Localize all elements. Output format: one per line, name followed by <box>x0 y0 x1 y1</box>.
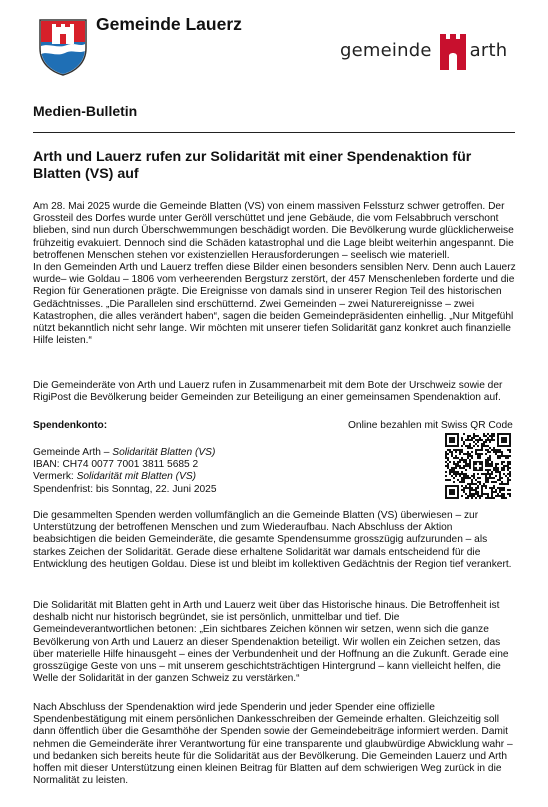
donation-details <box>33 447 217 496</box>
header-divider <box>33 132 515 133</box>
donation-account-label: Spendenkonto: <box>33 420 108 431</box>
donation-deadline: Spendenfrist: bis Sonntag, 22. Juni 2025 <box>33 483 217 495</box>
donation-iban: IBAN: CH74 0077 7001 3811 5685 2 <box>33 459 199 471</box>
donation-note-line: Vermerk: Solidarität mit Blatten (VS) <box>33 471 197 483</box>
arth-logo-word-left: gemeinde <box>340 39 432 61</box>
paragraph-6: Nach Abschluss der Spendenaktion wird jede Spenderin und jeder Spender eine offizielle Spendenbestätigung mit einem persönlichen Dankesschreiben der Gemeinde erhalten. Gleichzeitig soll dann öffentlich über die Gesamthöhe der Spenden sowie der Gemeindebeiträge informiert werden. Damit nehmen die Gemeinderäte ihrer Verantwortung für eine transparente und glaubwürdige Abwicklung wahr – und bedanken sich bereits heute für die Solidarität aus der Bevölkerung. Die Gemeinden Lauerz und Arth hoffen mit dieser Unterstützung einen kleinen Beitrag für Blatten auf dem schwierigen Weg zurück in die Normalität zu leisten. <box>33 702 513 787</box>
paragraph-2: In den Gemeinden Arth und Lauerz treffen diese Bilder einen besonders sensiblen Nerv. Denn auch Lauerz wurde– wie Goldau – 1806 vom verheerenden Bergsturz zerstört, der 457 Menschenleben forderte und die Region für Generationen prägte. Die Ereignisse von damals sind in unserer Region Teil des historischen Gedächtnisses. „Die Parallelen sind erschütternd. Zwei Gemeinden – zwei Naturereignisse – zwei Katastrophen, die alles verändert haben“, sagen die beiden Gemeindepräsidenten einhellig. „Nur Mitgefühl nützt bekanntlich nicht sehr lange. Wir möchten mit unserer tiefen Solidarität ganz konkret auch finanzielle Hilfe leisten.“ <box>33 262 516 347</box>
arth-tower-icon <box>438 30 468 70</box>
arth-logo-word-right: arth <box>469 39 508 61</box>
paragraph-1: Am 28. Mai 2025 wurde die Gemeinde Blatten (VS) von einem massiven Felssturz schwer getroffen. Der Grossteil des Dorfes wurde unter Geröll verschüttet und jene Gebäude, die vom Felsabbruch verschont blieben, sind nun durch Überschwemmungen beschädigt worden. Die Bevölkerung wurde glücklicherweise frühzeitig evakuiert. Dennoch sind die Schäden katastrophal und die Lage bleibt weiterhin angespannt. Die betroffenen Menschen stehen vor existenziellen Herausforderungen – seelisch wie materiell. <box>33 201 514 261</box>
qr-online-label: Online bezahlen mit Swiss QR Code <box>348 420 513 431</box>
donation-account-line: Gemeinde Arth – Solidarität Blatten (VS) <box>33 447 216 458</box>
arth-logo <box>340 30 507 70</box>
lauerz-crest-icon <box>38 18 88 76</box>
paragraph-5: Die Solidarität mit Blatten geht in Arth und Lauerz weit über das Historische hinaus. Die Betroffenheit ist deshalb nicht nur historisch begründet, sie ist persönlich, unmittelbar und tief. Die Gemeindeverantwortlichen betonen: „Ein sichtbares Zeichen können wir setzen, wenn sich die ganze Bevölkerung von Arth und Lauerz an dieser Spendenaktion beteiligt. Wir wollen ein Zeichen setzen, das über materielle Hilfe hinausgeht – eines der Verbundenheit und der Hoffnung an die Zukunft. Gerade eine grosszügige Geste von uns – mit unserem geschichtsträchtigen Hintergrund – kann vielleicht helfen, die Welle der Solidarität in der ganzen Schweiz zu verstärken.“ <box>33 600 509 685</box>
paragraph-4: Die gesammelten Spenden werden vollumfänglich an die Gemeinde Blatten (VS) überwiesen – zur Unterstützung der betroffenen Menschen und zum Wiederaufbau. Nach Abschluss der Aktion beabsichtigen die beiden Gemeinderäte, die gesamte Spendensumme grosszügig aufzurunden – als starkes Zeichen der Solidarität. Gerade diese erhaltene Solidarität war damals entscheidend für die Entwicklung des heutigen Goldau. Diese ist und bleibt im kollektiven Gedächtnis der Region tief verankert. <box>33 510 512 570</box>
swiss-qr-code-icon[interactable] <box>445 433 511 499</box>
press-headline: Arth und Lauerz rufen zur Solidarität mit einer Spendenaktion für Blatten (VS) auf <box>33 149 472 182</box>
lauerz-municipality-name: Gemeinde Lauerz <box>96 14 242 34</box>
paragraph-3: Die Gemeinderäte von Arth und Lauerz rufen in Zusammenarbeit mit dem Bote der Urschweiz sowie der RigiPost die Bevölkerung beider Gemeinden zur Beteiligung an einer gemeinsamen Spendenaktion auf. <box>33 380 503 404</box>
intro-paragraphs <box>33 201 517 347</box>
bulletin-label: Medien-Bulletin <box>33 103 138 119</box>
